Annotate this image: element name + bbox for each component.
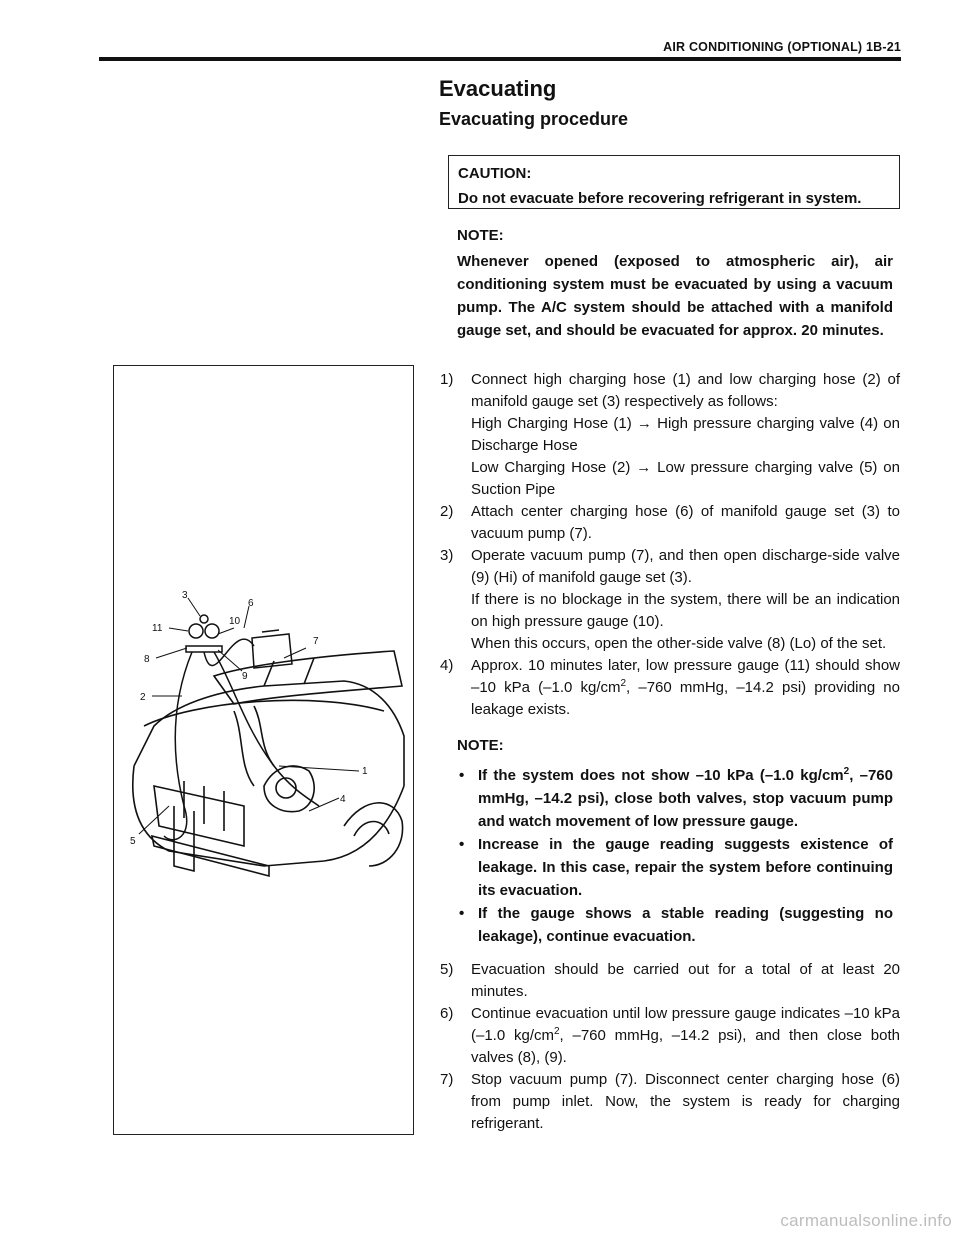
step-number: 7) xyxy=(440,1071,454,1088)
note-bullet-2 xyxy=(457,833,893,902)
step-4 xyxy=(440,655,900,721)
bullet-text: Increase in the gauge reading suggests existence of leakage. In this case, repair the system before continuing its evacuation. xyxy=(478,836,893,899)
bullet-dot: • xyxy=(459,836,465,853)
page-header-title: AIR CONDITIONING (OPTIONAL) 1B-21 xyxy=(663,40,901,54)
section-subtitle: Evacuating procedure xyxy=(439,109,629,129)
step-text-continued: , –760 mmHg, –14.2 psi), and then close both valves (8), (9). xyxy=(471,1027,900,1066)
procedure-steps-continued xyxy=(440,959,900,1135)
callout-6: 6 xyxy=(248,598,254,609)
superscript: 2 xyxy=(620,678,627,689)
bullet-text-continued: , –760 mmHg, –14.2 psi), close both valves, stop vacuum pump and watch movement of low pressure gauge. xyxy=(478,767,893,830)
bullet-text: If the system does not show –10 kPa (–1.0 kg/cm xyxy=(478,767,844,784)
caution-box xyxy=(448,155,900,209)
step-number: 1) xyxy=(440,371,454,388)
callout-9: 9 xyxy=(242,671,248,682)
car-body-drawing xyxy=(133,651,404,876)
callout-10: 10 xyxy=(229,616,241,627)
step-text: Stop vacuum pump (7). Disconnect center charging hose (6) from pump inlet. Now, the system is ready for charging refrigerant. xyxy=(471,1071,900,1132)
figure-frame xyxy=(113,365,414,1135)
step-2 xyxy=(440,501,900,545)
step-text-blockage: If there is no blockage in the system, there will be an indication on high pressure gauge (10). xyxy=(471,591,900,630)
step-number: 2) xyxy=(440,503,454,520)
step-text-open-valve: When this occurs, open the other-side valve (8) (Lo) of the set. xyxy=(471,635,887,652)
header-rule xyxy=(99,57,901,61)
note-2-label: NOTE: xyxy=(457,737,504,754)
footer-watermark: carmanualsonline.info xyxy=(780,1211,952,1230)
step-3 xyxy=(440,545,900,655)
callout-5: 5 xyxy=(130,836,136,847)
step-text: Operate vacuum pump (7), and then open discharge-side valve (9) (Hi) of manifold gauge set (3). xyxy=(471,547,900,586)
step-6 xyxy=(440,1003,900,1069)
callout-2: 2 xyxy=(140,692,146,703)
caution-label: CAUTION: xyxy=(458,165,532,182)
superscript: 2 xyxy=(843,766,850,777)
step-text: Evacuation should be carried out for a total of at least 20 minutes. xyxy=(471,961,900,1000)
step-low-hose: Low Charging Hose (2) → Low pressure charging valve (5) on Suction Pipe xyxy=(471,459,900,498)
step-7 xyxy=(440,1069,900,1135)
callout-8: 8 xyxy=(144,654,150,665)
procedure-steps xyxy=(440,369,900,721)
step-1 xyxy=(440,369,900,501)
callout-3: 3 xyxy=(182,590,188,601)
note-bullet-1 xyxy=(457,764,893,833)
step-text: Attach center charging hose (6) of manifold gauge set (3) to vacuum pump (7). xyxy=(471,503,900,542)
callout-7: 7 xyxy=(313,636,319,647)
step-5 xyxy=(440,959,900,1003)
superscript: 2 xyxy=(553,1026,560,1037)
step-number: 6) xyxy=(440,1005,454,1022)
step-number: 3) xyxy=(440,547,454,564)
note-label: NOTE: xyxy=(457,227,504,244)
note-2 xyxy=(457,734,893,948)
bullet-dot: • xyxy=(459,767,465,784)
step-number: 4) xyxy=(440,657,454,674)
bullet-text: If the gauge shows a stable reading (suggesting no leakage), continue evacuation. xyxy=(478,905,893,945)
step-text: Connect high charging hose (1) and low charging hose (2) of manifold gauge set (3) respectively as follows: xyxy=(471,371,900,410)
step-text-continued: , –760 mmHg, –14.2 psi) providing no leakage exists. xyxy=(471,679,900,718)
bullet-dot: • xyxy=(459,905,465,922)
callout-1: 1 xyxy=(362,766,368,777)
note-bullet-3 xyxy=(457,902,893,948)
step-high-hose: High Charging Hose (1) → High pressure charging valve (4) on Discharge Hose xyxy=(471,415,900,454)
note-text: Whenever opened (exposed to atmospheric air), air conditioning system must be evacuated by using a vacuum pump. The A/C system should be attached with a manifold gauge set, and should be evacuated for approx. 20 minutes. xyxy=(457,253,893,339)
step-text: Approx. 10 minutes later, low pressure gauge (11) should show –10 kPa (–1.0 kg/cm xyxy=(471,657,900,696)
step-number: 5) xyxy=(440,961,454,978)
callout-4: 4 xyxy=(340,794,346,805)
caution-text: Do not evacuate before recovering refrigerant in system. xyxy=(458,190,862,207)
callout-11: 11 xyxy=(152,623,163,634)
section-title: Evacuating xyxy=(439,76,557,101)
ac-evacuation-illustration xyxy=(114,366,413,1134)
step-text: Continue evacuation until low pressure gauge indicates –10 kPa (–1.0 kg/cm xyxy=(471,1005,900,1044)
